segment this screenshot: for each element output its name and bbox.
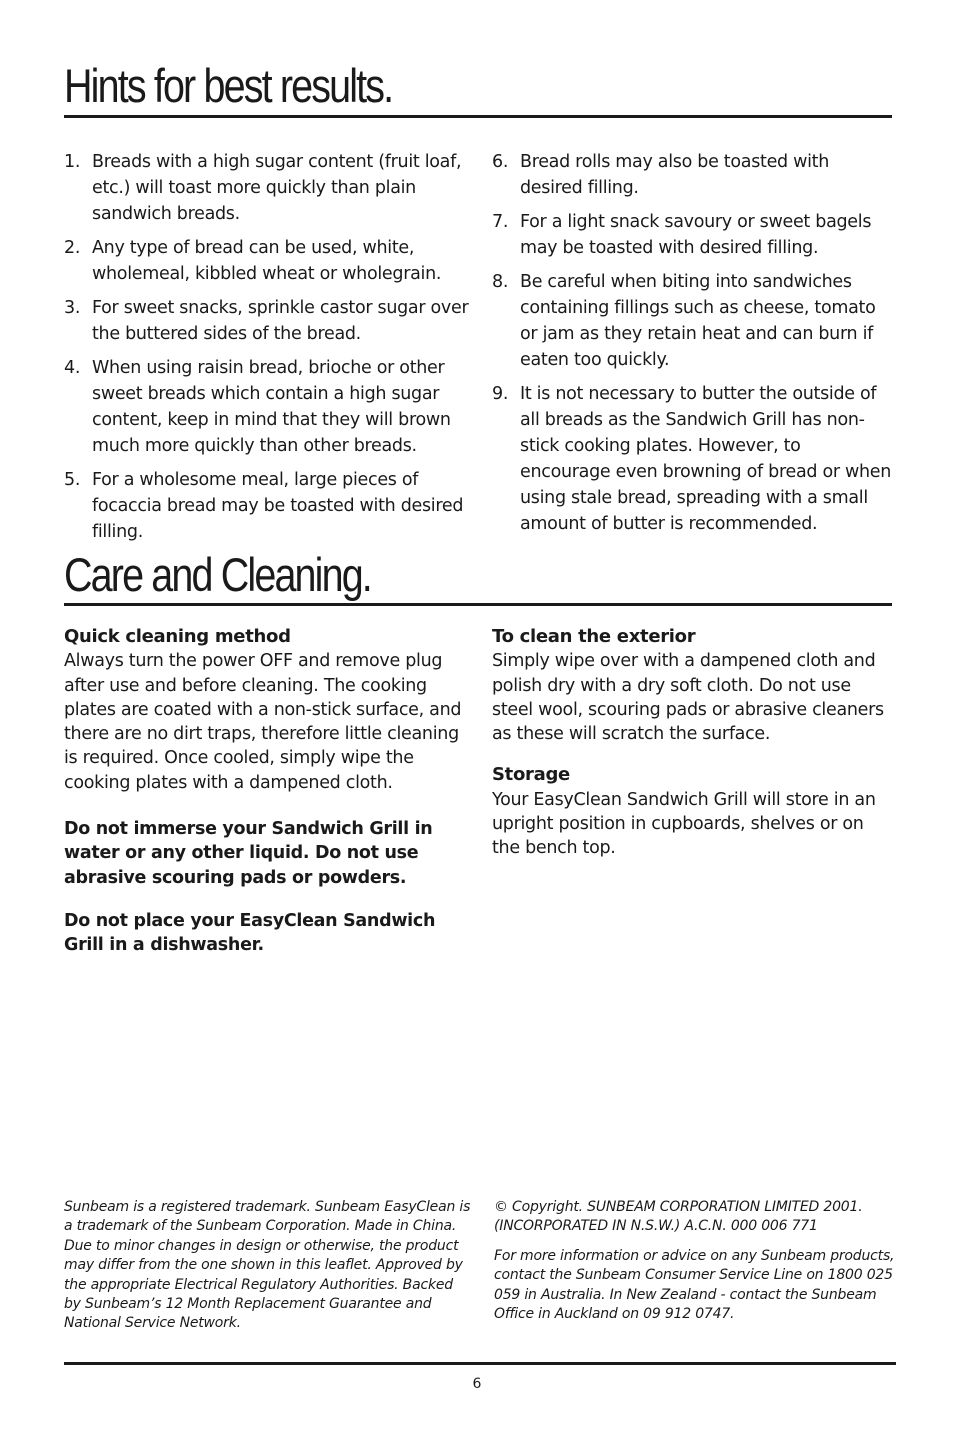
- hints-list-left: [64, 149, 469, 553]
- list-item-number: 5.: [64, 470, 81, 490]
- exterior-heading: To clean the exterior: [492, 626, 696, 647]
- hints-title: Hints for best results.: [64, 59, 393, 112]
- list-item: [64, 355, 469, 459]
- list-item-number: 9.: [492, 384, 509, 404]
- list-item-text: For sweet snacks, sprinkle castor sugar over the buttered sides of the bread.: [92, 298, 469, 344]
- care-title: Care and Cleaning.: [64, 548, 371, 601]
- storage-heading: Storage: [492, 764, 570, 786]
- list-item-text: Be careful when biting into sandwiches containing fillings such as cheese, tomato or jam as they retain heat and can burn if eaten too quickly.: [520, 272, 876, 370]
- list-item: [492, 269, 894, 373]
- list-item-text: For a light snack savoury or sweet bagels may be toasted with desired filling.: [520, 212, 872, 258]
- trademark-text: Sunbeam is a registered trademark. Sunbeam EasyClean is a trademark of the Sunbeam Corporation. Made in China. Due to minor changes in design or otherwise, the product may differ from the one shown in this leaflet. Approved by the appropriate Electrical Regulatory Authorities. Backed by Sunbeam’s 12 Month Replacement Guarantee and National Service Network.: [64, 1199, 471, 1332]
- list-item-number: 3.: [64, 298, 81, 318]
- hints-title-rule: [64, 115, 892, 118]
- copyright-text: © Copyright. SUNBEAM CORPORATION LIMITED 2001. (INCORPORATED IN N.S.W.) A.C.N. 000 006 771: [494, 1199, 863, 1235]
- care-left-column: [64, 625, 469, 958]
- page-number: 6: [472, 1376, 482, 1392]
- quick-cleaning-heading: Quick cleaning method: [64, 626, 291, 647]
- warning-immerse: Do not immerse your Sandwich Grill in water or any other liquid. Do not use abrasive scouring pads or powders.: [64, 819, 433, 888]
- list-item: [492, 149, 894, 201]
- footer-rule: [64, 1362, 896, 1365]
- list-item-number: 6.: [492, 152, 509, 172]
- care-title-rule: [64, 603, 892, 606]
- list-item: [492, 209, 894, 261]
- quick-cleaning-body: Always turn the power OFF and remove plug after use and before cleaning. The cooking plates are coated with a non-stick surface, and there are no dirt traps, therefore little cleaning is required. Once cooled, simply wipe the cooking plates with a dampened cloth.: [64, 651, 462, 793]
- list-item: [64, 235, 469, 287]
- list-item-number: 2.: [64, 238, 81, 258]
- list-item-text: Any type of bread can be used, white, wholemeal, kibbled wheat or wholegrain.: [92, 238, 442, 284]
- contact-text: For more information or advice on any Sunbeam products, contact the Sunbeam Consumer Service Line on 1800 025 059 in Australia. In New Zealand - contact the Sunbeam Office in Auckland on 09 912 0747.: [494, 1247, 895, 1323]
- list-item-text: For a wholesome meal, large pieces of focaccia bread may be toasted with desired filling.: [92, 470, 464, 542]
- list-item: [64, 295, 469, 347]
- list-item-text: When using raisin bread, brioche or other sweet breads which contain a high sugar content, keep in mind that they will brown much more quickly than other breads.: [92, 358, 451, 456]
- list-item: [64, 467, 469, 545]
- list-item: [492, 381, 894, 537]
- footer-trademark: [64, 1198, 472, 1334]
- list-item-text: It is not necessary to butter the outside of all breads as the Sandwich Grill has non-stick cooking plates. However, to encourage even browning of bread or when using stale bread, spreading with a small amount of butter is recommended.: [520, 384, 892, 534]
- list-item-text: Breads with a high sugar content (fruit loaf, etc.) will toast more quickly than plain sandwich breads.: [92, 152, 462, 224]
- warning-dishwasher: Do not place your EasyClean Sandwich Grill in a dishwasher.: [64, 910, 436, 956]
- list-item-number: 4.: [64, 358, 81, 378]
- hints-list-right: [492, 149, 894, 545]
- list-item-number: 7.: [492, 212, 509, 232]
- list-item: [64, 149, 469, 227]
- list-item-number: 8.: [492, 272, 509, 292]
- storage-body: Your EasyClean Sandwich Grill will store in an upright position in cupboards, shelves or on the bench top.: [492, 789, 876, 859]
- list-item-text: Bread rolls may also be toasted with desired filling.: [520, 152, 830, 198]
- exterior-body: Simply wipe over with a dampened cloth and polish dry with a dry soft cloth. Do not use steel wool, scouring pads or abrasive cleaners as these will scratch the surface.: [492, 651, 884, 745]
- care-right-column: [492, 625, 894, 861]
- footer-contact: [494, 1198, 896, 1324]
- list-item-number: 1.: [64, 152, 81, 172]
